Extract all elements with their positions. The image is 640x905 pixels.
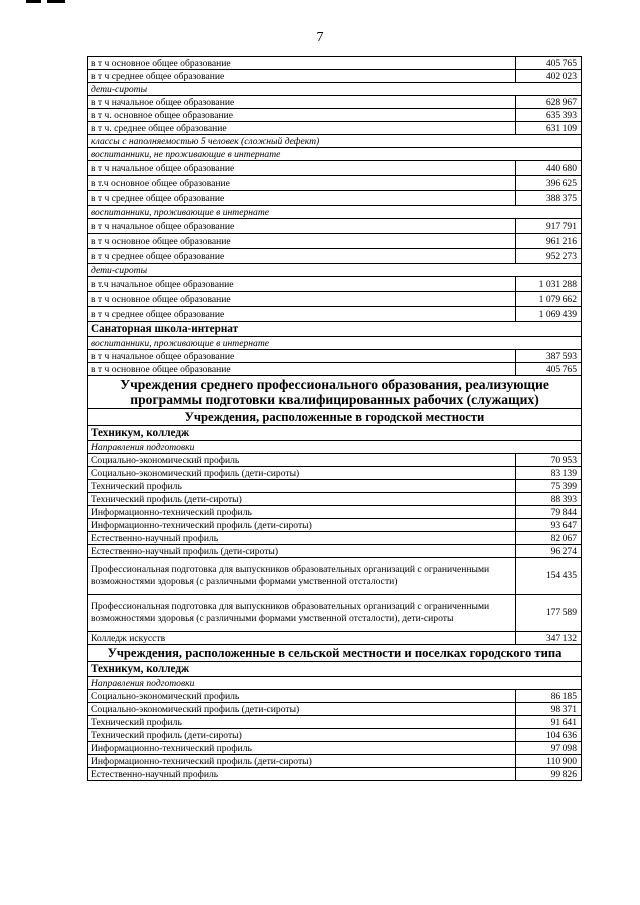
- row-value: 154 435: [516, 558, 582, 595]
- subgroup-row: [88, 264, 582, 277]
- row-label: в т ч начальное общее образование: [88, 96, 516, 109]
- table-row: [88, 109, 582, 122]
- row-label: в т ч среднее общее образование: [88, 191, 516, 206]
- row-value: 631 109: [516, 122, 582, 135]
- row-label: Санаторная школа-интернат: [88, 322, 582, 337]
- table-row: [88, 161, 582, 176]
- row-value: 1 031 288: [516, 277, 582, 292]
- row-label: в т ч начальное общее образование: [88, 161, 516, 176]
- subgroup-row: [88, 148, 582, 161]
- row-label: в т.ч основное общее образование: [88, 176, 516, 191]
- row-label: воспитанники, не проживающие в интернате: [88, 148, 582, 161]
- row-value: 628 967: [516, 96, 582, 109]
- table-row: [88, 506, 582, 519]
- row-value: 83 139: [516, 467, 582, 480]
- row-value: 70 953: [516, 454, 582, 467]
- row-value: 952 273: [516, 249, 582, 264]
- scan-corner-mark: [47, 0, 65, 3]
- row-value: 388 375: [516, 191, 582, 206]
- row-label: Направления подготовки: [88, 677, 582, 690]
- row-label: Информационно-технический профиль (дети-сироты): [88, 519, 516, 532]
- row-label: в т ч основное общее образование: [88, 234, 516, 249]
- row-label: Учреждения, расположенные в сельской местности и поселках городского типа: [88, 645, 582, 662]
- row-label: Технический профиль (дети-сироты): [88, 493, 516, 506]
- row-value: 86 185: [516, 690, 582, 703]
- table-row: [88, 234, 582, 249]
- row-label: в т ч среднее общее образование: [88, 70, 516, 83]
- row-label: Естественно-научный профиль (дети-сироты): [88, 545, 516, 558]
- row-value: 82 067: [516, 532, 582, 545]
- row-value: 961 216: [516, 234, 582, 249]
- row-value: 405 765: [516, 57, 582, 70]
- tariff-table-body: [88, 57, 582, 781]
- institution-type-row: [88, 322, 582, 337]
- row-label: в т ч начальное общее образование: [88, 350, 516, 363]
- table-row: [88, 277, 582, 292]
- institution-type-row: [88, 426, 582, 441]
- row-value: 99 826: [516, 768, 582, 781]
- row-label: Учреждения среднего профессионального образования, реализующие программы подготовки квалифицированных рабочих (служащих): [88, 376, 582, 409]
- row-value: 75 399: [516, 480, 582, 493]
- row-value: 405 765: [516, 363, 582, 376]
- table-row: [88, 176, 582, 191]
- row-value: 440 680: [516, 161, 582, 176]
- row-value: 96 274: [516, 545, 582, 558]
- subgroup-row: [88, 206, 582, 219]
- row-value: 93 647: [516, 519, 582, 532]
- row-label: Социально-экономический профиль (дети-сироты): [88, 467, 516, 480]
- row-label: в т ч основное общее образование: [88, 363, 516, 376]
- row-value: 1 069 439: [516, 307, 582, 322]
- row-value: 98 371: [516, 703, 582, 716]
- row-label: в т ч среднее общее образование: [88, 249, 516, 264]
- row-value: 347 132: [516, 632, 582, 645]
- subgroup-row: [88, 677, 582, 690]
- table-row: [88, 545, 582, 558]
- subgroup-row: [88, 83, 582, 96]
- table-row: [88, 350, 582, 363]
- row-value: 177 589: [516, 595, 582, 632]
- row-label: в т ч основное общее образование: [88, 57, 516, 70]
- row-label: дети-сироты: [88, 83, 582, 96]
- row-label: Социально-экономический профиль: [88, 690, 516, 703]
- row-value: 110 900: [516, 755, 582, 768]
- tariff-table: [87, 56, 582, 781]
- row-value: 635 393: [516, 109, 582, 122]
- row-label: Техникум, колледж: [88, 426, 582, 441]
- row-label: Технический профиль: [88, 716, 516, 729]
- table-row: [88, 632, 582, 645]
- table-row: [88, 703, 582, 716]
- table-row: [88, 755, 582, 768]
- subgroup-row: [88, 135, 582, 148]
- row-label: Профессиональная подготовка для выпускников образовательных организаций с ограниченными возможностями здоровья (с различными формами умственной отсталости), дети-сироты: [88, 595, 516, 632]
- table-row: [88, 191, 582, 206]
- institution-type-row: [88, 662, 582, 677]
- row-label: воспитанники, проживающие в интернате: [88, 337, 582, 350]
- row-label: Учреждения, расположенные в городской местности: [88, 409, 582, 426]
- subgroup-row: [88, 337, 582, 350]
- table-row: [88, 493, 582, 506]
- row-label: дети-сироты: [88, 264, 582, 277]
- row-value: 396 625: [516, 176, 582, 191]
- table-row: [88, 57, 582, 70]
- table-row: [88, 70, 582, 83]
- row-label: Социально-экономический профиль (дети-сироты): [88, 703, 516, 716]
- row-value: 402 023: [516, 70, 582, 83]
- row-label: воспитанники, проживающие в интернате: [88, 206, 582, 219]
- table-row: [88, 480, 582, 493]
- row-label: Естественно-научный профиль: [88, 532, 516, 545]
- row-label: Естественно-научный профиль: [88, 768, 516, 781]
- row-label: в т ч. основное общее образование: [88, 109, 516, 122]
- row-label: Техникум, колледж: [88, 662, 582, 677]
- row-value: 387 593: [516, 350, 582, 363]
- row-label: в т.ч начальное общее образование: [88, 277, 516, 292]
- row-label: Технический профиль: [88, 480, 516, 493]
- table-row: [88, 729, 582, 742]
- row-label: классы с наполняемостью 5 человек (сложный дефект): [88, 135, 582, 148]
- table-row: [88, 307, 582, 322]
- row-value: 97 098: [516, 742, 582, 755]
- table-row: [88, 249, 582, 264]
- row-label: Направления подготовки: [88, 441, 582, 454]
- row-value: 91 641: [516, 716, 582, 729]
- subgroup-row: [88, 441, 582, 454]
- table-row: [88, 363, 582, 376]
- row-label: Информационно-технический профиль: [88, 506, 516, 519]
- table-row: [88, 595, 582, 632]
- table-row: [88, 454, 582, 467]
- scan-corner-mark: [26, 0, 41, 3]
- table-row: [88, 519, 582, 532]
- row-label: Социально-экономический профиль: [88, 454, 516, 467]
- row-value: 79 844: [516, 506, 582, 519]
- table-row: [88, 219, 582, 234]
- section-subheader-row: [88, 645, 582, 662]
- row-label: в т ч основное общее образование: [88, 292, 516, 307]
- table-row: [88, 96, 582, 109]
- row-label: Информационно-технический профиль: [88, 742, 516, 755]
- row-value: 104 636: [516, 729, 582, 742]
- table-row: [88, 690, 582, 703]
- table-row: [88, 532, 582, 545]
- row-value: 88 393: [516, 493, 582, 506]
- row-label: в т ч начальное общее образование: [88, 219, 516, 234]
- row-label: Технический профиль (дети-сироты): [88, 729, 516, 742]
- row-label: Информационно-технический профиль (дети-сироты): [88, 755, 516, 768]
- page-number: 7: [316, 30, 324, 45]
- row-label: в т ч. среднее общее образование: [88, 122, 516, 135]
- section-header-row: [88, 376, 582, 409]
- table-row: [88, 122, 582, 135]
- table-row: [88, 768, 582, 781]
- table-row: [88, 558, 582, 595]
- table-row: [88, 467, 582, 480]
- table-row: [88, 292, 582, 307]
- table-row: [88, 716, 582, 729]
- table-row: [88, 742, 582, 755]
- row-value: 917 791: [516, 219, 582, 234]
- row-label: в т ч среднее общее образование: [88, 307, 516, 322]
- row-label: Профессиональная подготовка для выпускников образовательных организаций с ограниченными возможностями здоровья (с различными формами умственной отсталости): [88, 558, 516, 595]
- section-subheader-row: [88, 409, 582, 426]
- row-value: 1 079 662: [516, 292, 582, 307]
- row-label: Колледж искусств: [88, 632, 516, 645]
